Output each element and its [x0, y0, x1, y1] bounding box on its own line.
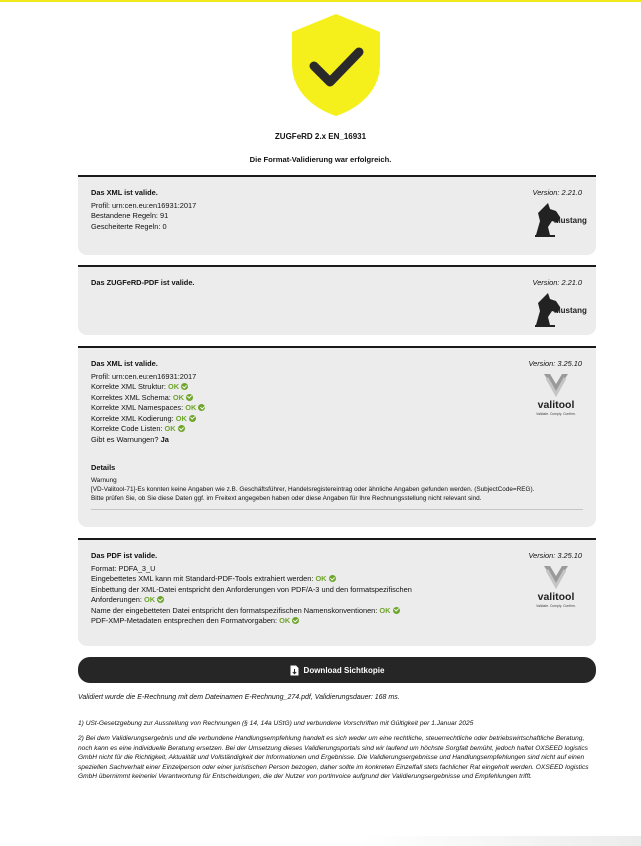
- ok-status: OK: [175, 413, 187, 423]
- validation-summary: Validiert wurde die E-Rechnung mit dem Dateinamen E-Rechnung_274.pdf, Validierungsdauer: 168 ms.: [78, 694, 400, 701]
- mustang-logo-text: Mustang: [554, 306, 587, 315]
- passed-rules-line: Bestandene Regeln: 91: [91, 211, 169, 220]
- zugferd-pdf-card-mustang: [78, 265, 596, 335]
- top-accent-line: [0, 0, 641, 2]
- ok-status: OK: [164, 424, 176, 433]
- warning-text: [VD-Valitool-71]-Es konnten keine Angaben wie z.B. Geschäftsführer, Handelsregistereintrag oder ähnliche Angaben gefunden werden. (SubjectCode=REG).: [91, 485, 535, 493]
- mustang-logo-icon: [532, 291, 587, 329]
- warning-hint: Bitte prüfen Sie, ob Sie diese Daten ggf. im Freitext angegeben haben oder diese Angaben für Ihre Rechnungsstellung nicht relevant sind.: [91, 494, 482, 502]
- ok-check-icon: [157, 596, 164, 603]
- valitool-logo-text: valitool: [537, 591, 575, 603]
- ok-check-icon: [186, 394, 193, 401]
- version-label: Version: 2.21.0: [532, 278, 582, 287]
- ok-check-icon: [292, 617, 299, 624]
- success-shield-icon: [288, 12, 384, 118]
- ok-check-icon: [329, 575, 336, 582]
- ok-status: OK: [144, 595, 156, 604]
- valitool-tagline: Validate. Comply. Confirm.: [536, 604, 576, 608]
- pdf-validation-card-valitool: [78, 538, 596, 646]
- divider: [91, 509, 583, 510]
- valitool-logo-icon: [532, 370, 580, 418]
- failed-rules-line: Gescheiterte Regeln: 0: [91, 221, 167, 231]
- version-label: Version: 2.21.0: [532, 188, 582, 197]
- check-row: Korrektes XML Schema: OK: [91, 393, 583, 404]
- xml-validation-card-valitool: [78, 346, 596, 527]
- footnote-2-disclaimer: 2) Bei dem Validierungsergebnis und die verbundene Handlungsempfehlung handelt es sich weder um eine rechtliche, steuerrechtliche oder betriebswirtschaftliche Beratung, noch kann es eine individuelle Beratung ersetzen. Bei der Umsetzung dieses Validierungsportals sind wir laufend um höchste Sorgfalt bemüht, jedoch haftet OXSEED logistics GmbH nicht für die Richtigkeit, Aktualität und Vollständigkeit der Informationen und Ergebnisse. Die Validierungsergebnisse und Handlungsempfehlungen sind nicht auf einen speziellen Sachverhalt einer Einzelperson oder einer juristischen Person bezogen, daher sollte im konkreten Einzelfall stets fachlicher Rat eingeholt werden. OXSEED logistics GmbH übernimmt keinerlei Verantwortung für Entscheidungen, die der Nutzer von portinvoice aufgrund der Validierungsergebnisse und Empfehlungen trifft.: [78, 735, 589, 781]
- valitool-logo-text: valitool: [537, 399, 575, 411]
- result-subtitle: Die Format-Validierung war erfolgreich.: [249, 155, 392, 164]
- ok-status: OK: [379, 605, 391, 615]
- check-row: Korrekte XML Kodierung: OK: [91, 414, 583, 425]
- check-row: Korrekte XML Struktur: OK: [91, 382, 583, 393]
- bottom-shadow: [360, 836, 641, 846]
- ok-check-icon: [198, 404, 205, 411]
- mustang-logo-icon: [532, 201, 587, 239]
- ok-check-icon: [178, 425, 185, 432]
- profile-line: Profil: urn:cen.eu:en16931:2017: [91, 200, 197, 210]
- profile-line: Profil: urn:cen.eu:en16931:2017: [91, 371, 197, 381]
- check-row: Anforderungen: OK: [91, 595, 583, 606]
- check-row: Korrekte XML Namespaces: OK: [91, 403, 583, 414]
- ok-status: OK: [185, 403, 197, 412]
- valitool-logo-icon: [532, 562, 580, 610]
- version-label: Version: 3.25.10: [528, 359, 582, 368]
- download-copy-button[interactable]: [78, 657, 596, 683]
- ok-status: OK: [315, 574, 327, 583]
- check-row: Name der eingebetteten Datei entspricht den formatspezifischen Namenskonventionen: OK: [91, 606, 583, 617]
- download-button-label: Download Sichtkopie: [303, 665, 385, 675]
- footnote-1: 1) USt-Gesetzgebung zur Ausstellung von Rechnungen (§ 14, 14a UStG) und verbundene Vorschriften mit Gültigkeit per 1.Januar 2025: [78, 720, 474, 727]
- ok-status: OK: [167, 382, 180, 391]
- valitool-tagline: Validate. Comply. Confirm.: [536, 412, 576, 416]
- ok-status: OK: [279, 616, 291, 625]
- format-line: Format: PDFA_3_U: [91, 563, 156, 573]
- version-label: Version: 3.25.10: [528, 551, 582, 560]
- ok-status: OK: [172, 392, 184, 402]
- file-download-icon: [290, 665, 299, 676]
- ok-check-icon: [393, 607, 400, 614]
- ok-check-icon: [189, 415, 196, 422]
- card-heading: Das XML ist valide.: [91, 359, 158, 368]
- mustang-logo-text: Mustang: [554, 216, 587, 225]
- warning-block: [91, 476, 583, 503]
- check-row: Einbettung der XML-Datei entspricht den Anforderungen von PDF/A-3 und den formatspezifischen: [91, 584, 412, 594]
- page-title: ZUGFeRD 2.x EN_16931: [274, 132, 367, 141]
- check-row: PDF-XMP-Metadaten entsprechen den Formatvorgaben: OK: [91, 616, 583, 627]
- check-row: Eingebettetes XML kann mit Standard-PDF-Tools extrahiert werden: OK: [91, 574, 583, 585]
- xml-validation-card-mustang: [78, 175, 596, 255]
- ok-check-icon: [181, 383, 188, 390]
- warnings-answer: Ja: [160, 434, 169, 444]
- card-heading: Das PDF ist valide.: [91, 551, 158, 560]
- details-heading: Details: [91, 463, 116, 472]
- warning-label: Warnung: [91, 476, 117, 484]
- card-heading: Das ZUGFeRD-PDF ist valide.: [91, 278, 195, 287]
- card-heading: Das XML ist valide.: [91, 188, 158, 197]
- check-row: Korrekte Code Listen: OK: [91, 424, 583, 435]
- warnings-row: Gibt es Warnungen? Ja: [91, 434, 169, 444]
